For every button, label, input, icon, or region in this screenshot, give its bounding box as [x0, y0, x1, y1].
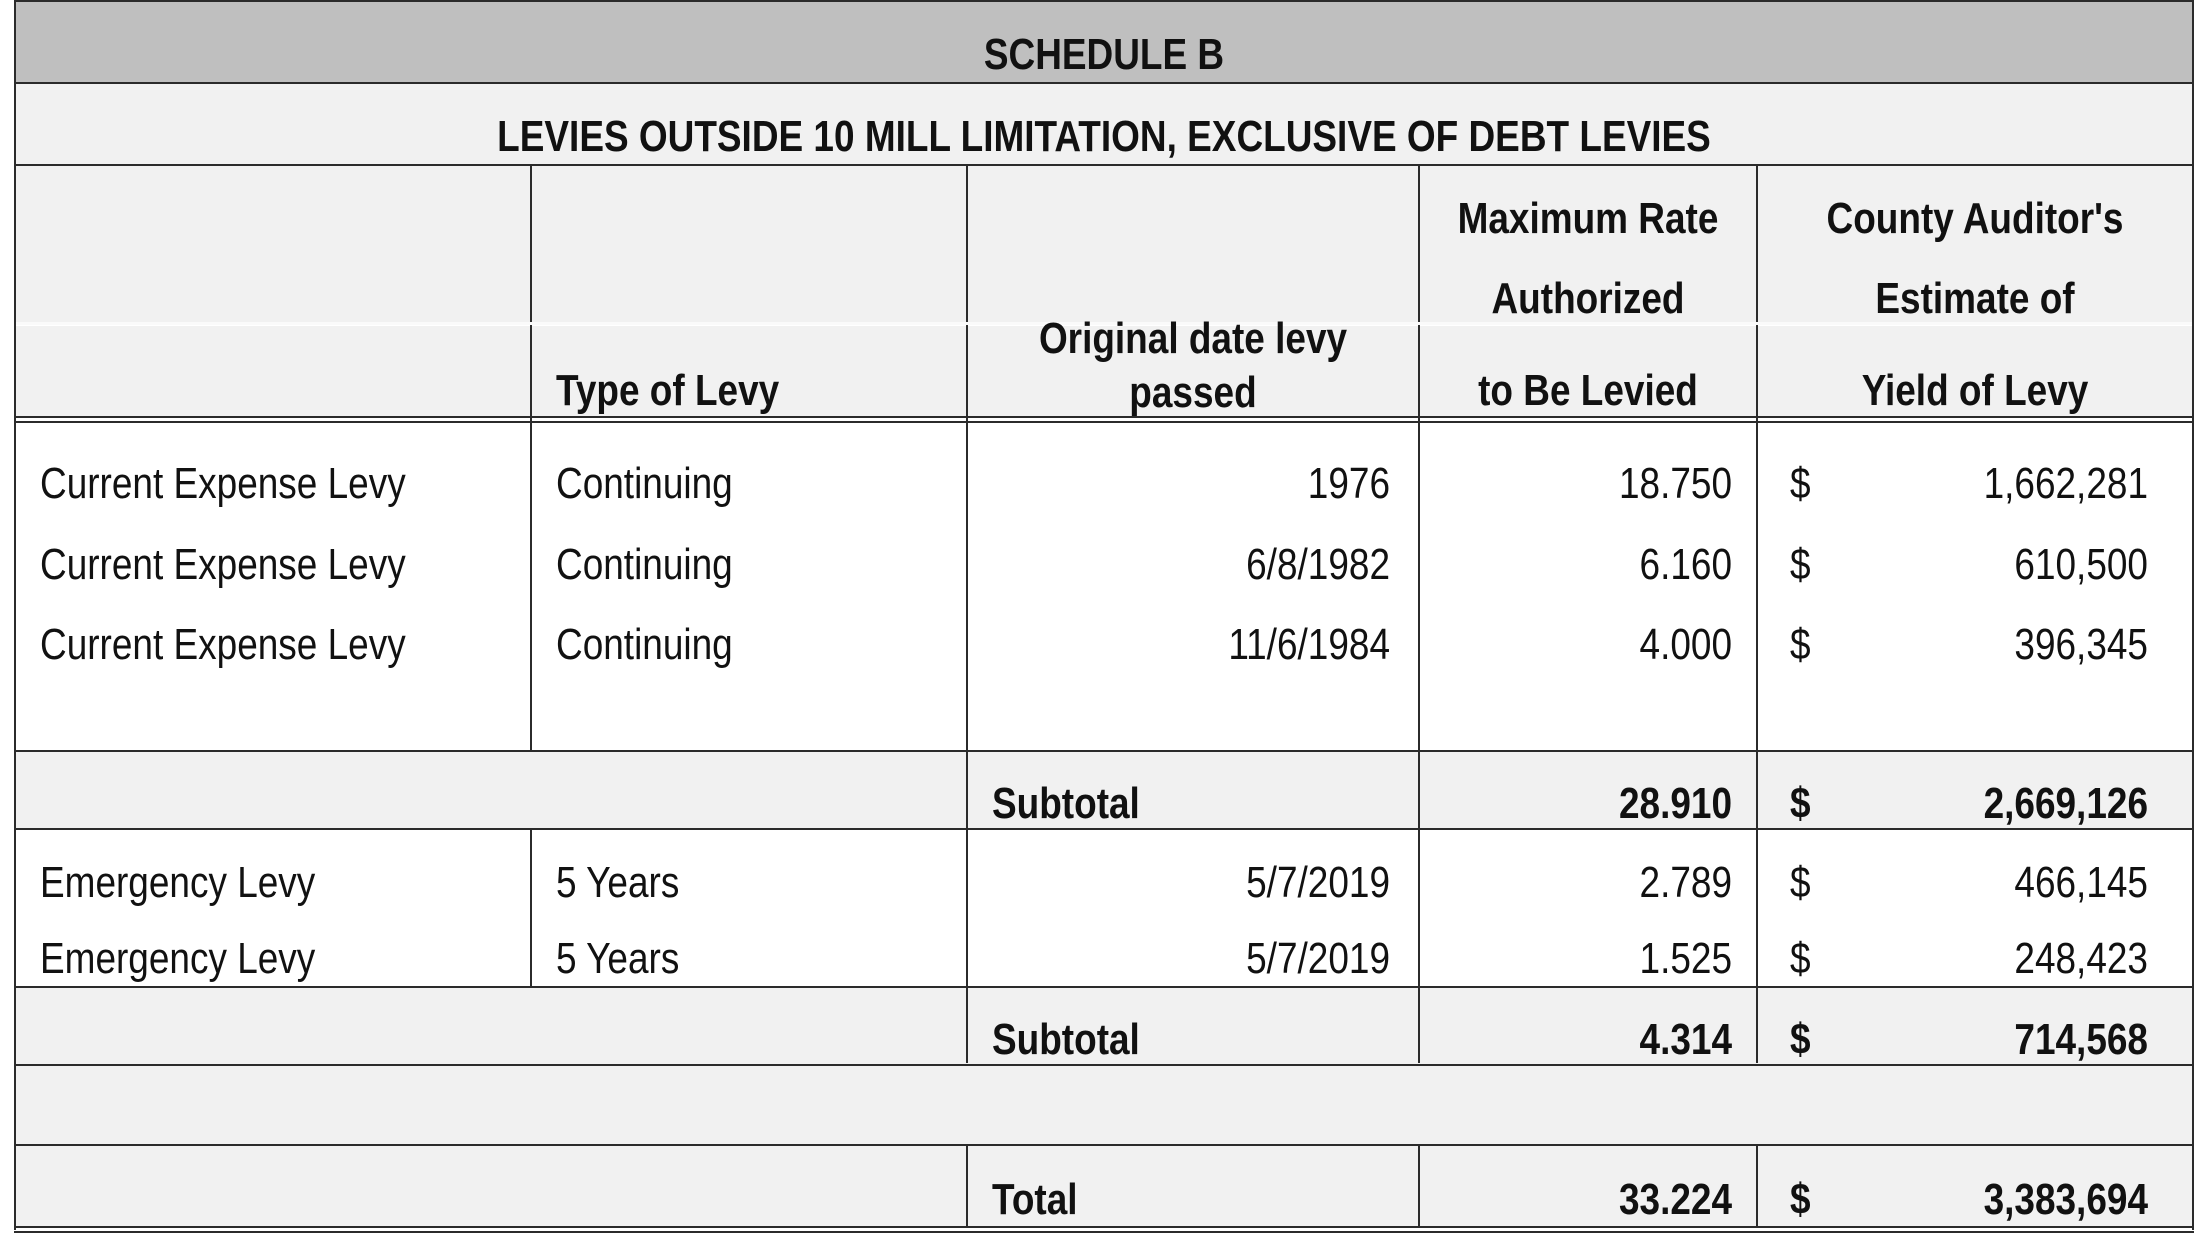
levy-type: 5 Years — [556, 934, 680, 983]
levy-currency: $ — [1790, 858, 1811, 907]
col-div-1b — [530, 830, 532, 988]
total-currency: $ — [1790, 1175, 1811, 1224]
levy-currency: $ — [1790, 934, 1811, 983]
levy-name: Current Expense Levy — [40, 620, 406, 669]
levy-rate: 4.000 — [1639, 620, 1732, 669]
col-div-1a — [530, 165, 532, 752]
schedule-subtitle: LEVIES OUTSIDE 10 MILL LIMITATION, EXCLUSIVE OF DEBT LEVIES — [497, 112, 1711, 161]
header-rate-line1: Maximum Rate — [1457, 194, 1719, 243]
levy-name: Current Expense Levy — [40, 459, 406, 508]
levy-date: 6/8/1982 — [1246, 540, 1390, 589]
levy-amount: 610,500 — [2014, 540, 2148, 589]
subtotal-amount: 714,568 — [2014, 1015, 2148, 1064]
rule-bottom-b — [14, 1231, 2194, 1233]
frame-left — [14, 0, 16, 1230]
col-div-2 — [966, 165, 968, 1063]
subtotal-currency: $ — [1790, 1015, 1811, 1064]
schedule-title: SCHEDULE B — [983, 30, 1225, 79]
levy-rate: 18.750 — [1618, 459, 1732, 508]
levy-type: Continuing — [556, 540, 733, 589]
levy-date: 11/6/1984 — [1228, 620, 1390, 669]
header-rate-line3: to Be Levied — [1478, 366, 1698, 415]
rule-subtotal1-top — [14, 750, 2194, 752]
levy-date: 5/7/2019 — [1246, 934, 1390, 983]
levy-rate: 6.160 — [1639, 540, 1732, 589]
col-div-3 — [1418, 165, 1420, 1063]
subtotal-rate: 4.314 — [1639, 1015, 1732, 1064]
subtotal-rate: 28.910 — [1618, 779, 1732, 828]
levy-name: Emergency Levy — [40, 858, 316, 907]
header-date-line1: Original date levy — [1038, 314, 1348, 363]
levy-amount: 248,423 — [2014, 934, 2148, 983]
levy-date: 1976 — [1307, 459, 1390, 508]
levy-currency: $ — [1790, 459, 1811, 508]
schedule-b-table — [14, 0, 2194, 1234]
levy-amount: 1,662,281 — [1983, 459, 2148, 508]
header-type: Type of Levy — [556, 366, 780, 415]
subtotal-currency: $ — [1790, 779, 1811, 828]
total-rate: 33.224 — [1618, 1175, 1732, 1224]
levy-name: Emergency Levy — [40, 934, 316, 983]
levy-type: Continuing — [556, 620, 733, 669]
header-yield-line2: Estimate of — [1875, 274, 2075, 323]
rule-title — [14, 82, 2194, 84]
rule-subtotal2-top — [14, 986, 2194, 988]
levy-currency: $ — [1790, 540, 1811, 589]
subtotal-amount: 2,669,126 — [1983, 779, 2148, 828]
levy-date: 5/7/2019 — [1246, 858, 1390, 907]
header-yield-line3: Yield of Levy — [1861, 366, 2089, 415]
blank-band — [14, 1066, 2194, 1146]
levy-rate: 2.789 — [1639, 858, 1732, 907]
levy-amount: 466,145 — [2014, 858, 2148, 907]
levy-type: 5 Years — [556, 858, 680, 907]
subtotal-label: Subtotal — [992, 1015, 1140, 1064]
total-amount: 3,383,694 — [1983, 1175, 2148, 1224]
levy-currency: $ — [1790, 620, 1811, 669]
total-label: Total — [992, 1175, 1078, 1224]
levy-rate: 1.525 — [1639, 934, 1732, 983]
levy-type: Continuing — [556, 459, 733, 508]
subtotal-label: Subtotal — [992, 779, 1140, 828]
col-div-3b — [1418, 1146, 1420, 1228]
rule-header-b — [14, 421, 2194, 423]
header-yield-line1: County Auditor's — [1826, 194, 2124, 243]
header-rate-line2: Authorized — [1491, 274, 1685, 323]
col-div-2b — [966, 1146, 968, 1228]
header-date-line2: passed — [1129, 368, 1257, 417]
col-div-4 — [1756, 165, 1758, 1063]
col-div-4b — [1756, 1146, 1758, 1228]
levy-name: Current Expense Levy — [40, 540, 406, 589]
rule-total-top — [14, 1144, 2194, 1146]
frame-right — [2192, 0, 2194, 1230]
rule-top — [14, 0, 2194, 2]
rule-subtitle — [14, 164, 2194, 166]
levy-amount: 396,345 — [2014, 620, 2148, 669]
rule-bottom-a — [14, 1226, 2194, 1228]
